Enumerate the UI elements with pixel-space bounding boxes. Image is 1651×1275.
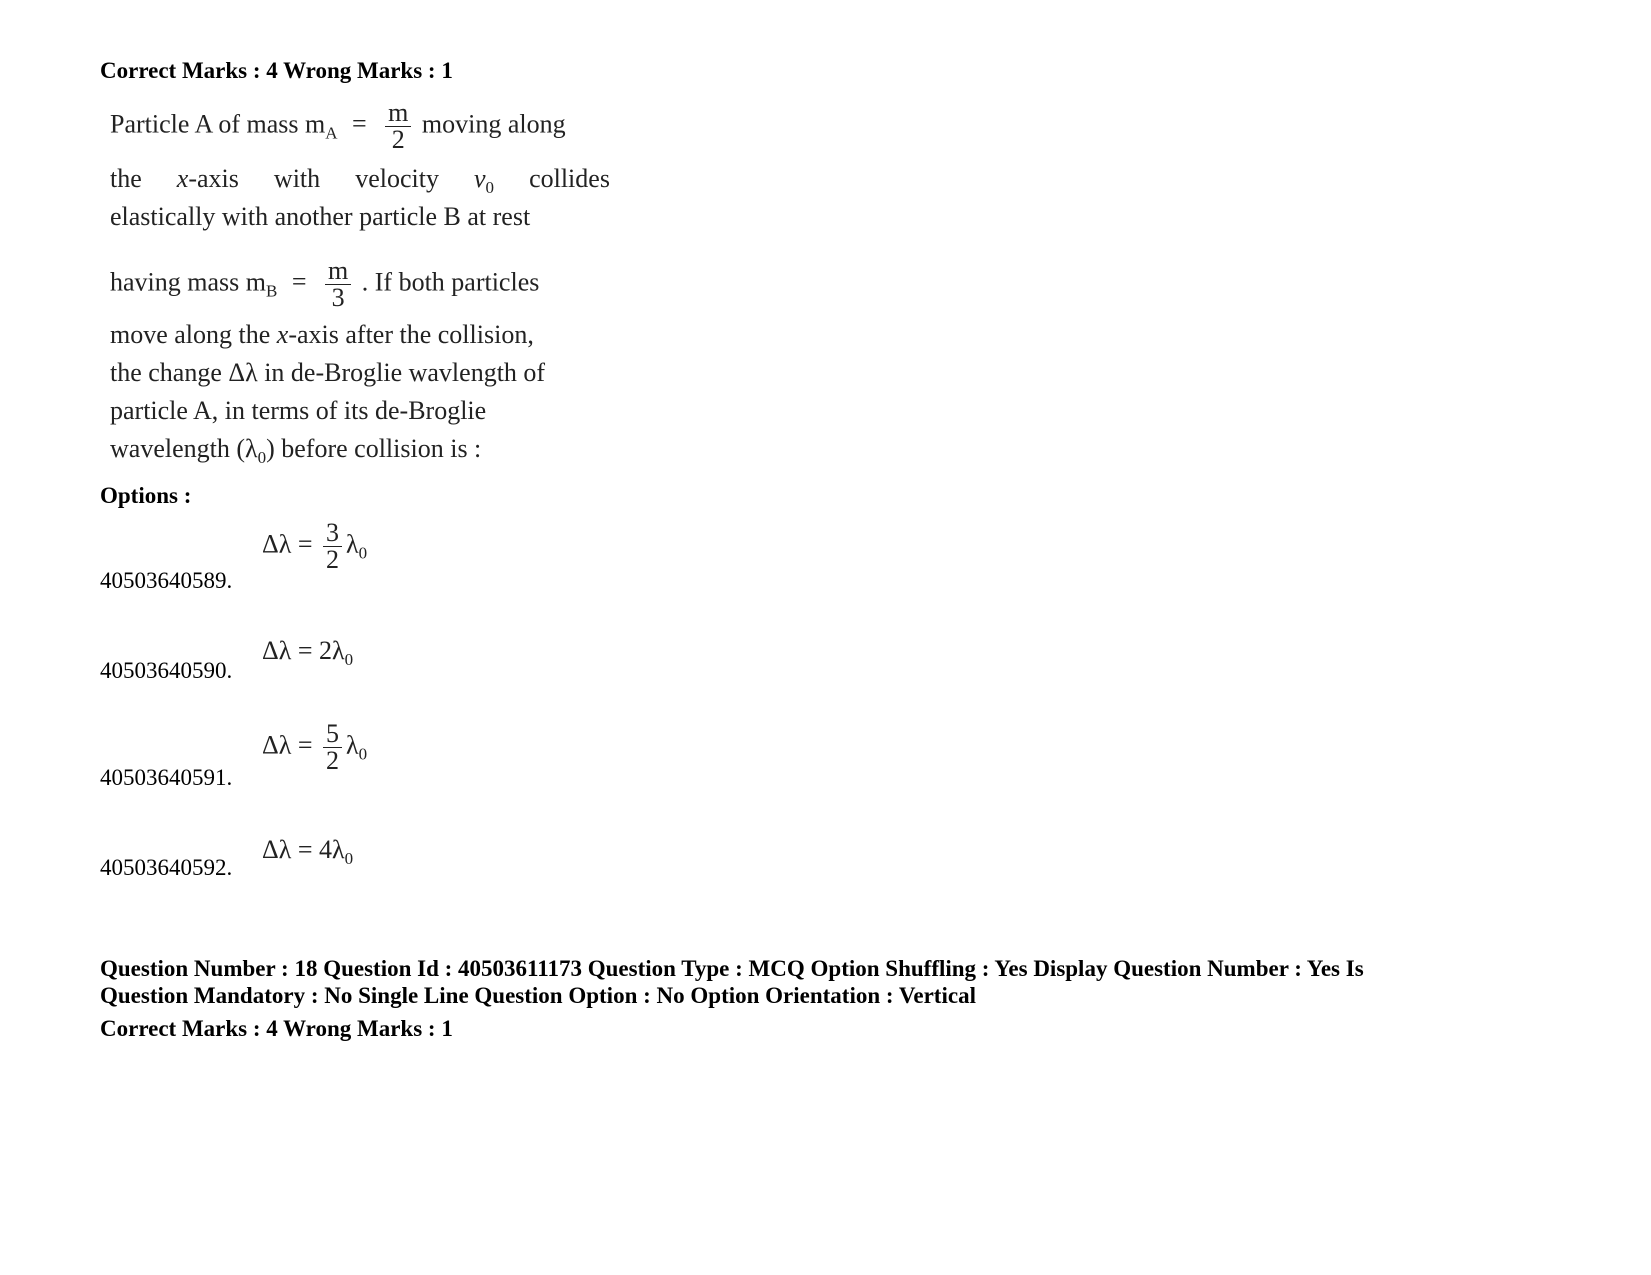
- option-1-id: 40503640589.: [100, 568, 233, 593]
- question-line-4: [110, 258, 610, 311]
- option-4-formula: [262, 835, 353, 869]
- fraction: [323, 520, 342, 573]
- subscript: 0: [485, 178, 495, 198]
- formula-rhs: λ: [346, 730, 359, 760]
- next-question-marks-line: Correct Marks : 4 Wrong Marks : 1: [100, 1016, 453, 1041]
- question-line-8: [110, 434, 610, 468]
- option-4-id: 40503640592.: [100, 855, 233, 880]
- fraction: [385, 100, 411, 153]
- fraction-denominator: 2: [326, 545, 339, 574]
- question-text: the: [110, 164, 142, 193]
- equals-sign: =: [351, 109, 367, 139]
- subscript: 0: [358, 543, 368, 563]
- variable: x: [276, 320, 289, 349]
- subscript: B: [266, 281, 278, 301]
- formula-text: Δλ = 2λ: [262, 636, 345, 665]
- option-3-formula: [262, 721, 367, 774]
- fraction-numerator: m: [325, 258, 351, 285]
- options-label: Options :: [100, 483, 192, 508]
- question-line-7: particle A, in terms of its de-Broglie: [110, 396, 487, 425]
- next-question-info-line-1: Question Number : 18 Question Id : 40503611173 Question Type : MCQ Option Shuffling : Yes Display Question Number : Yes Is: [100, 956, 1364, 981]
- fraction-denominator: 3: [331, 283, 345, 312]
- question-text: ) before collision is :: [266, 434, 482, 463]
- equals-sign: =: [291, 267, 307, 297]
- option-1-formula: [262, 520, 367, 573]
- formula-lhs: Δλ =: [262, 730, 313, 760]
- variable: x: [176, 164, 189, 193]
- subscript: 0: [344, 849, 354, 869]
- question-text: move along the: [110, 320, 271, 349]
- formula-rhs: λ: [346, 529, 359, 559]
- question-text: . If both particles: [361, 267, 540, 297]
- fraction-numerator: 3: [323, 520, 342, 547]
- question-text: moving along: [421, 109, 566, 139]
- fraction-denominator: 2: [391, 125, 405, 154]
- option-2-formula: [262, 636, 353, 670]
- option-2-id: 40503640590.: [100, 658, 233, 683]
- question-line-2: [110, 164, 610, 198]
- subscript: 0: [344, 650, 354, 670]
- fraction-denominator: 2: [326, 746, 339, 775]
- fraction-numerator: 5: [323, 721, 342, 748]
- question-line-6: the change Δλ in de-Broglie wavlength of: [110, 358, 546, 387]
- question-text: velocity: [355, 164, 439, 193]
- subscript: 0: [257, 448, 267, 468]
- fraction: [325, 258, 351, 311]
- question-text: having mass m: [110, 267, 266, 297]
- subscript: 0: [358, 744, 368, 764]
- question-line-1: [110, 100, 610, 153]
- variable: v: [473, 164, 486, 193]
- fraction-numerator: m: [385, 100, 411, 127]
- subscript: A: [325, 123, 338, 143]
- marks-line: Correct Marks : 4 Wrong Marks : 1: [100, 58, 453, 83]
- question-line-5: [110, 320, 610, 350]
- formula-lhs: Δλ =: [262, 529, 313, 559]
- formula-text: Δλ = 4λ: [262, 835, 345, 864]
- question-text: collides: [529, 164, 610, 193]
- next-question-info-line-2: Question Mandatory : No Single Line Question Option : No Option Orientation : Vertical: [100, 983, 976, 1008]
- question-line-3: elastically with another particle B at rest: [110, 202, 531, 231]
- question-text: wavelength (λ: [110, 434, 258, 463]
- question-text: -axis: [188, 164, 239, 193]
- option-3-id: 40503640591.: [100, 765, 233, 790]
- question-text: Particle A of mass m: [110, 109, 326, 139]
- question-text: -axis after the collision,: [288, 320, 534, 349]
- question-text: with: [273, 164, 321, 193]
- fraction: [323, 721, 342, 774]
